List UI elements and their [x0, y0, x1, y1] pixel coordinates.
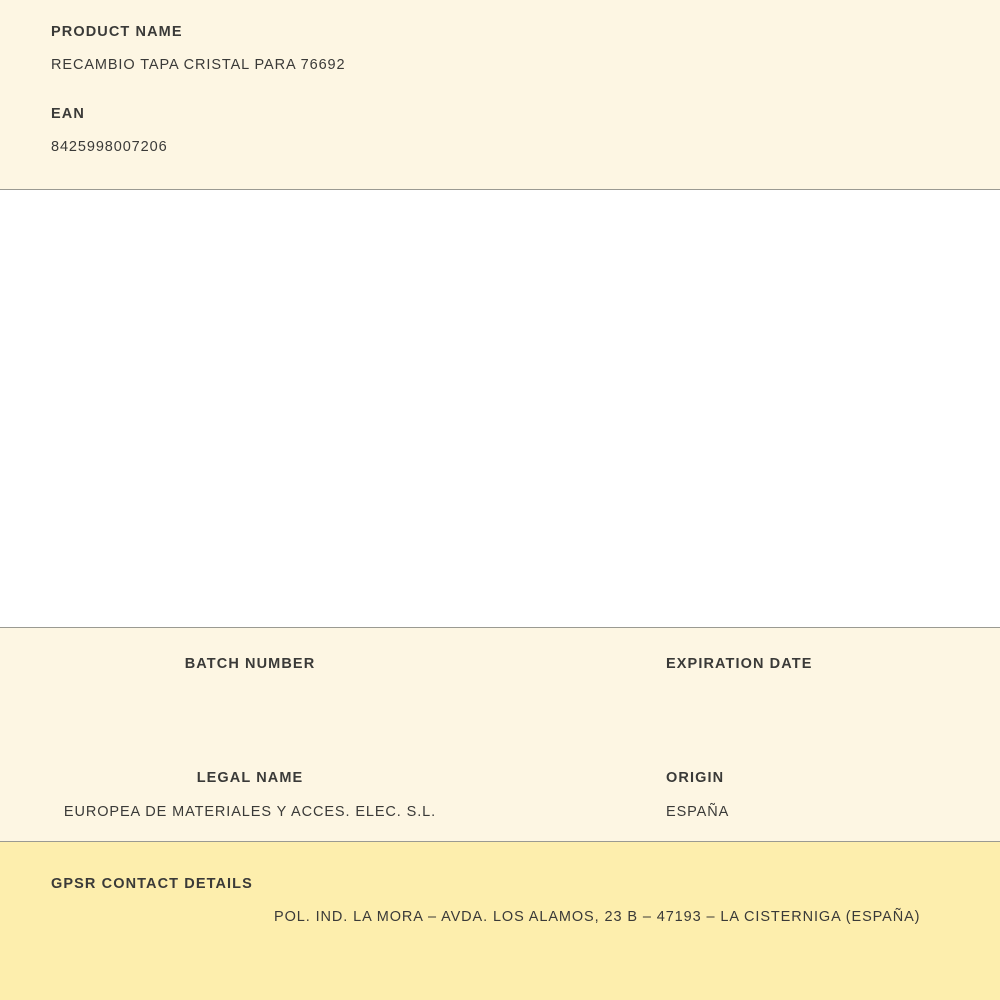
- legal-origin-row: [0, 768, 1000, 823]
- legal-name-value: EUROPEA DE MATERIALES Y ACCES. ELEC. S.L.: [63, 803, 437, 820]
- gpsr-contact-value: POL. IND. LA MORA – AVDA. LOS ALAMOS, 23 B – 47193 – LA CISTERNIGA (ESPAÑA): [274, 908, 921, 925]
- product-image-area: [0, 190, 1000, 628]
- expiration-date-label: EXPIRATION DATE: [666, 656, 813, 673]
- batch-number-value: [0, 688, 500, 706]
- gpsr-contact-label: GPSR CONTACT DETAILS: [51, 876, 253, 892]
- origin-cell: [500, 768, 1000, 823]
- batch-number-label: BATCH NUMBER: [184, 656, 316, 673]
- ean-label: EAN: [51, 105, 85, 122]
- batch-expiration-row: [0, 654, 1000, 706]
- origin-value: ESPAÑA: [666, 803, 730, 820]
- origin-label: ORIGIN: [666, 770, 725, 787]
- expiration-date-cell: [500, 654, 1000, 706]
- legal-name-label: LEGAL NAME: [196, 770, 304, 787]
- ean-value: 8425998007206: [51, 138, 168, 155]
- product-details-grid: [0, 628, 1000, 842]
- batch-number-cell: [0, 654, 500, 706]
- legal-name-cell: [0, 768, 500, 823]
- gpsr-contact-block: [0, 842, 1000, 1000]
- product-name-label: PRODUCT NAME: [51, 24, 183, 40]
- expiration-date-value: [666, 688, 1000, 706]
- product-identification-block: [0, 0, 1000, 190]
- product-name-value: RECAMBIO TAPA CRISTAL PARA 76692: [51, 56, 346, 73]
- ean-field: [0, 104, 1000, 158]
- product-name-field: [0, 22, 1000, 76]
